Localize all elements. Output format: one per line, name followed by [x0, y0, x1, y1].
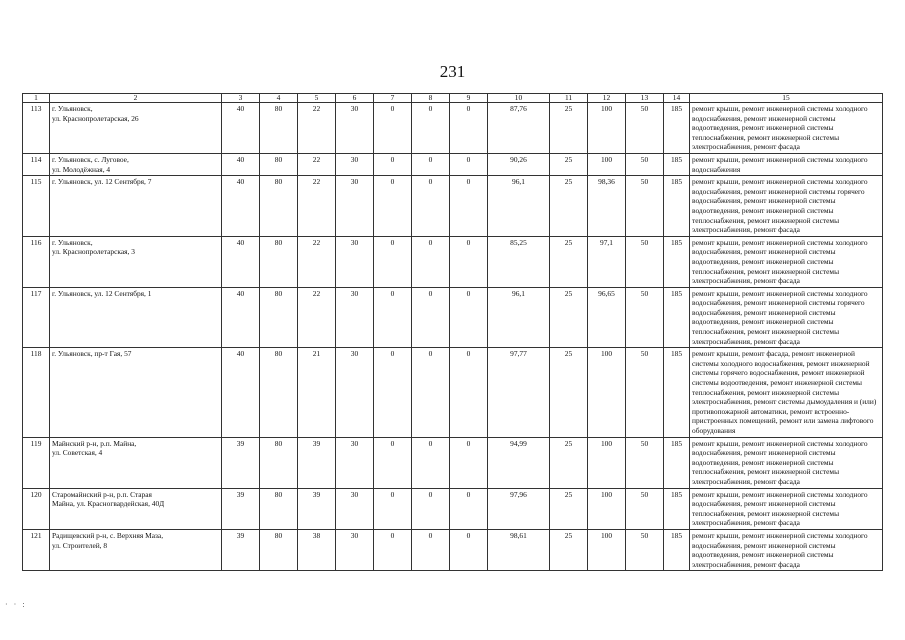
address-cell: Старомайнский р-н, р.п. Старая Майна, ул. Красногвардейская, 40Д: [50, 488, 222, 529]
column-number: 6: [336, 94, 374, 103]
value-cell: 100: [588, 103, 626, 154]
value-cell: 30: [336, 488, 374, 529]
value-cell: 185: [664, 236, 690, 287]
table-row: [23, 287, 883, 348]
value-cell: 25: [550, 437, 588, 488]
value-cell: 96,1: [488, 176, 550, 237]
column-number: 3: [222, 94, 260, 103]
value-cell: 25: [550, 153, 588, 175]
value-cell: 85,25: [488, 236, 550, 287]
works-cell: ремонт крыши, ремонт инженерной системы холодного водоснабжения, ремонт инженерной системы горячего водоснабжения, ремонт инженерной системы водоотведения, ремонт инженерной системы теплоснабжения, ремонт инженерной системы электроснабжения, ремонт фасада: [690, 287, 883, 348]
row-number: 121: [23, 529, 50, 570]
address-cell: Радищевский р-н, с. Верхняя Маза, ул. Строителей, 8: [50, 529, 222, 570]
value-cell: 0: [450, 153, 488, 175]
value-cell: 0: [412, 103, 450, 154]
value-cell: 25: [550, 103, 588, 154]
column-number: 7: [374, 94, 412, 103]
value-cell: 0: [374, 103, 412, 154]
works-cell: ремонт крыши, ремонт инженерной системы холодного водоснабжения, ремонт инженерной системы водоотведения, ремонт инженерной системы теплоснабжения, ремонт инженерной системы электроснабжения, ремонт фасада: [690, 103, 883, 154]
value-cell: 39: [222, 437, 260, 488]
value-cell: 0: [412, 437, 450, 488]
address-cell: г. Ульяновск, ул. Краснопролетарская, 3: [50, 236, 222, 287]
value-cell: 21: [298, 348, 336, 437]
value-cell: 30: [336, 236, 374, 287]
value-cell: 80: [260, 103, 298, 154]
value-cell: 22: [298, 236, 336, 287]
works-cell: ремонт крыши, ремонт инженерной системы холодного водоснабжения: [690, 153, 883, 175]
value-cell: 87,76: [488, 103, 550, 154]
table-row: [23, 437, 883, 488]
column-number: 10: [488, 94, 550, 103]
row-number: 116: [23, 236, 50, 287]
value-cell: 40: [222, 287, 260, 348]
table-body: [23, 103, 883, 571]
value-cell: 0: [450, 287, 488, 348]
value-cell: 100: [588, 153, 626, 175]
value-cell: 0: [374, 437, 412, 488]
address-cell: г. Ульяновск, пр-т Гая, 57: [50, 348, 222, 437]
value-cell: 22: [298, 176, 336, 237]
value-cell: 185: [664, 488, 690, 529]
column-number: 9: [450, 94, 488, 103]
value-cell: 30: [336, 176, 374, 237]
value-cell: 40: [222, 153, 260, 175]
value-cell: 80: [260, 488, 298, 529]
value-cell: 25: [550, 287, 588, 348]
works-cell: ремонт крыши, ремонт инженерной системы холодного водоснабжения, ремонт инженерной системы горячего водоснабжения, ремонт инженерной системы водоотведения, ремонт инженерной системы теплоснабжения, ремонт инженерной системы электроснабжения, ремонт фасада: [690, 176, 883, 237]
table-row: [23, 348, 883, 437]
value-cell: 100: [588, 488, 626, 529]
column-number: 14: [664, 94, 690, 103]
value-cell: 100: [588, 437, 626, 488]
value-cell: 39: [298, 488, 336, 529]
value-cell: 97,77: [488, 348, 550, 437]
value-cell: 30: [336, 153, 374, 175]
table-row: [23, 176, 883, 237]
value-cell: 0: [374, 236, 412, 287]
value-cell: 40: [222, 348, 260, 437]
value-cell: 80: [260, 437, 298, 488]
row-number: 118: [23, 348, 50, 437]
works-cell: ремонт крыши, ремонт инженерной системы холодного водоснабжения, ремонт инженерной системы теплоснабжения, ремонт инженерной системы электроснабжения, ремонт фасада: [690, 488, 883, 529]
value-cell: 25: [550, 236, 588, 287]
value-cell: 0: [450, 488, 488, 529]
value-cell: 0: [412, 236, 450, 287]
row-number: 113: [23, 103, 50, 154]
value-cell: 50: [626, 437, 664, 488]
value-cell: 185: [664, 348, 690, 437]
value-cell: 97,96: [488, 488, 550, 529]
column-number: 1: [23, 94, 50, 103]
column-number: 13: [626, 94, 664, 103]
value-cell: 100: [588, 529, 626, 570]
value-cell: 80: [260, 287, 298, 348]
row-number: 115: [23, 176, 50, 237]
scan-artifact: · · :: [5, 600, 27, 609]
row-number: 120: [23, 488, 50, 529]
works-cell: ремонт крыши, ремонт инженерной системы холодного водоснабжения, ремонт инженерной системы водоотведения, ремонт инженерной системы теплоснабжения, ремонт инженерной системы электроснабжения, ремонт фасада: [690, 437, 883, 488]
value-cell: 80: [260, 529, 298, 570]
value-cell: 50: [626, 153, 664, 175]
value-cell: 50: [626, 488, 664, 529]
value-cell: 0: [374, 153, 412, 175]
value-cell: 50: [626, 103, 664, 154]
value-cell: 30: [336, 287, 374, 348]
value-cell: 0: [450, 348, 488, 437]
address-cell: Майнский р-н, р.п. Майна, ул. Советская, 4: [50, 437, 222, 488]
value-cell: 25: [550, 176, 588, 237]
address-cell: г. Ульяновск, ул. 12 Сентября, 7: [50, 176, 222, 237]
column-number-row: [23, 94, 883, 103]
value-cell: 50: [626, 176, 664, 237]
value-cell: 185: [664, 103, 690, 154]
value-cell: 39: [222, 529, 260, 570]
value-cell: 80: [260, 176, 298, 237]
value-cell: 0: [450, 176, 488, 237]
address-cell: г. Ульяновск, с. Луговое, ул. Молодёжная, 4: [50, 153, 222, 175]
value-cell: 96,1: [488, 287, 550, 348]
value-cell: 0: [374, 176, 412, 237]
table-row: [23, 103, 883, 154]
value-cell: 185: [664, 287, 690, 348]
value-cell: 0: [374, 529, 412, 570]
value-cell: 38: [298, 529, 336, 570]
value-cell: 96,65: [588, 287, 626, 348]
value-cell: 25: [550, 529, 588, 570]
value-cell: 0: [374, 488, 412, 529]
value-cell: 22: [298, 287, 336, 348]
table-row: [23, 529, 883, 570]
row-number: 119: [23, 437, 50, 488]
value-cell: 25: [550, 488, 588, 529]
value-cell: 90,26: [488, 153, 550, 175]
value-cell: 185: [664, 437, 690, 488]
value-cell: 30: [336, 103, 374, 154]
value-cell: 0: [412, 287, 450, 348]
row-number: 117: [23, 287, 50, 348]
value-cell: 0: [450, 103, 488, 154]
value-cell: 0: [412, 348, 450, 437]
value-cell: 40: [222, 176, 260, 237]
works-cell: ремонт крыши, ремонт фасада, ремонт инженерной системы холодного водоснабжения, ремонт инженерной системы горячего водоснабжения, ремонт инженерной системы водоотведения, ремонт инженерной системы теплоснабжения, ремонт инженерной системы электроснабжения, ремонт системы дымоудаления и (или) противопожарной автоматики, ремонт встроенно-пристроенных помещений, ремонт или замена лифтового оборудования: [690, 348, 883, 437]
value-cell: 185: [664, 529, 690, 570]
value-cell: 0: [412, 488, 450, 529]
repair-program-table: [22, 93, 883, 571]
value-cell: 98,61: [488, 529, 550, 570]
row-number: 114: [23, 153, 50, 175]
value-cell: 50: [626, 348, 664, 437]
column-number: 4: [260, 94, 298, 103]
value-cell: 0: [450, 236, 488, 287]
value-cell: 39: [222, 488, 260, 529]
value-cell: 80: [260, 348, 298, 437]
works-cell: ремонт крыши, ремонт инженерной системы холодного водоснабжения, ремонт инженерной системы водоотведения, ремонт инженерной системы электроснабжения, ремонт фасада: [690, 529, 883, 570]
value-cell: 97,1: [588, 236, 626, 287]
column-number: 2: [50, 94, 222, 103]
value-cell: 39: [298, 437, 336, 488]
value-cell: 40: [222, 103, 260, 154]
value-cell: 185: [664, 176, 690, 237]
value-cell: 0: [412, 529, 450, 570]
value-cell: 40: [222, 236, 260, 287]
value-cell: 30: [336, 437, 374, 488]
value-cell: 0: [374, 348, 412, 437]
value-cell: 30: [336, 529, 374, 570]
value-cell: 22: [298, 103, 336, 154]
column-number: 12: [588, 94, 626, 103]
page-number: 231: [439, 62, 466, 81]
column-number: 8: [412, 94, 450, 103]
value-cell: 50: [626, 236, 664, 287]
column-number: 15: [690, 94, 883, 103]
value-cell: 50: [626, 287, 664, 348]
value-cell: 0: [450, 529, 488, 570]
table-row: [23, 153, 883, 175]
value-cell: 100: [588, 348, 626, 437]
value-cell: 94,99: [488, 437, 550, 488]
value-cell: 185: [664, 153, 690, 175]
table-row: [23, 236, 883, 287]
value-cell: 0: [412, 153, 450, 175]
column-number: 5: [298, 94, 336, 103]
value-cell: 0: [450, 437, 488, 488]
address-cell: г. Ульяновск, ул. Краснопролетарская, 26: [50, 103, 222, 154]
works-cell: ремонт крыши, ремонт инженерной системы холодного водоснабжения, ремонт инженерной системы водоотведения, ремонт инженерной системы теплоснабжения, ремонт инженерной системы электроснабжения, ремонт фасада: [690, 236, 883, 287]
value-cell: 80: [260, 153, 298, 175]
value-cell: 0: [374, 287, 412, 348]
value-cell: 80: [260, 236, 298, 287]
address-cell: г. Ульяновск, ул. 12 Сентября, 1: [50, 287, 222, 348]
value-cell: 98,36: [588, 176, 626, 237]
value-cell: 25: [550, 348, 588, 437]
value-cell: 50: [626, 529, 664, 570]
value-cell: 0: [412, 176, 450, 237]
column-number: 11: [550, 94, 588, 103]
table-row: [23, 488, 883, 529]
value-cell: 22: [298, 153, 336, 175]
value-cell: 30: [336, 348, 374, 437]
